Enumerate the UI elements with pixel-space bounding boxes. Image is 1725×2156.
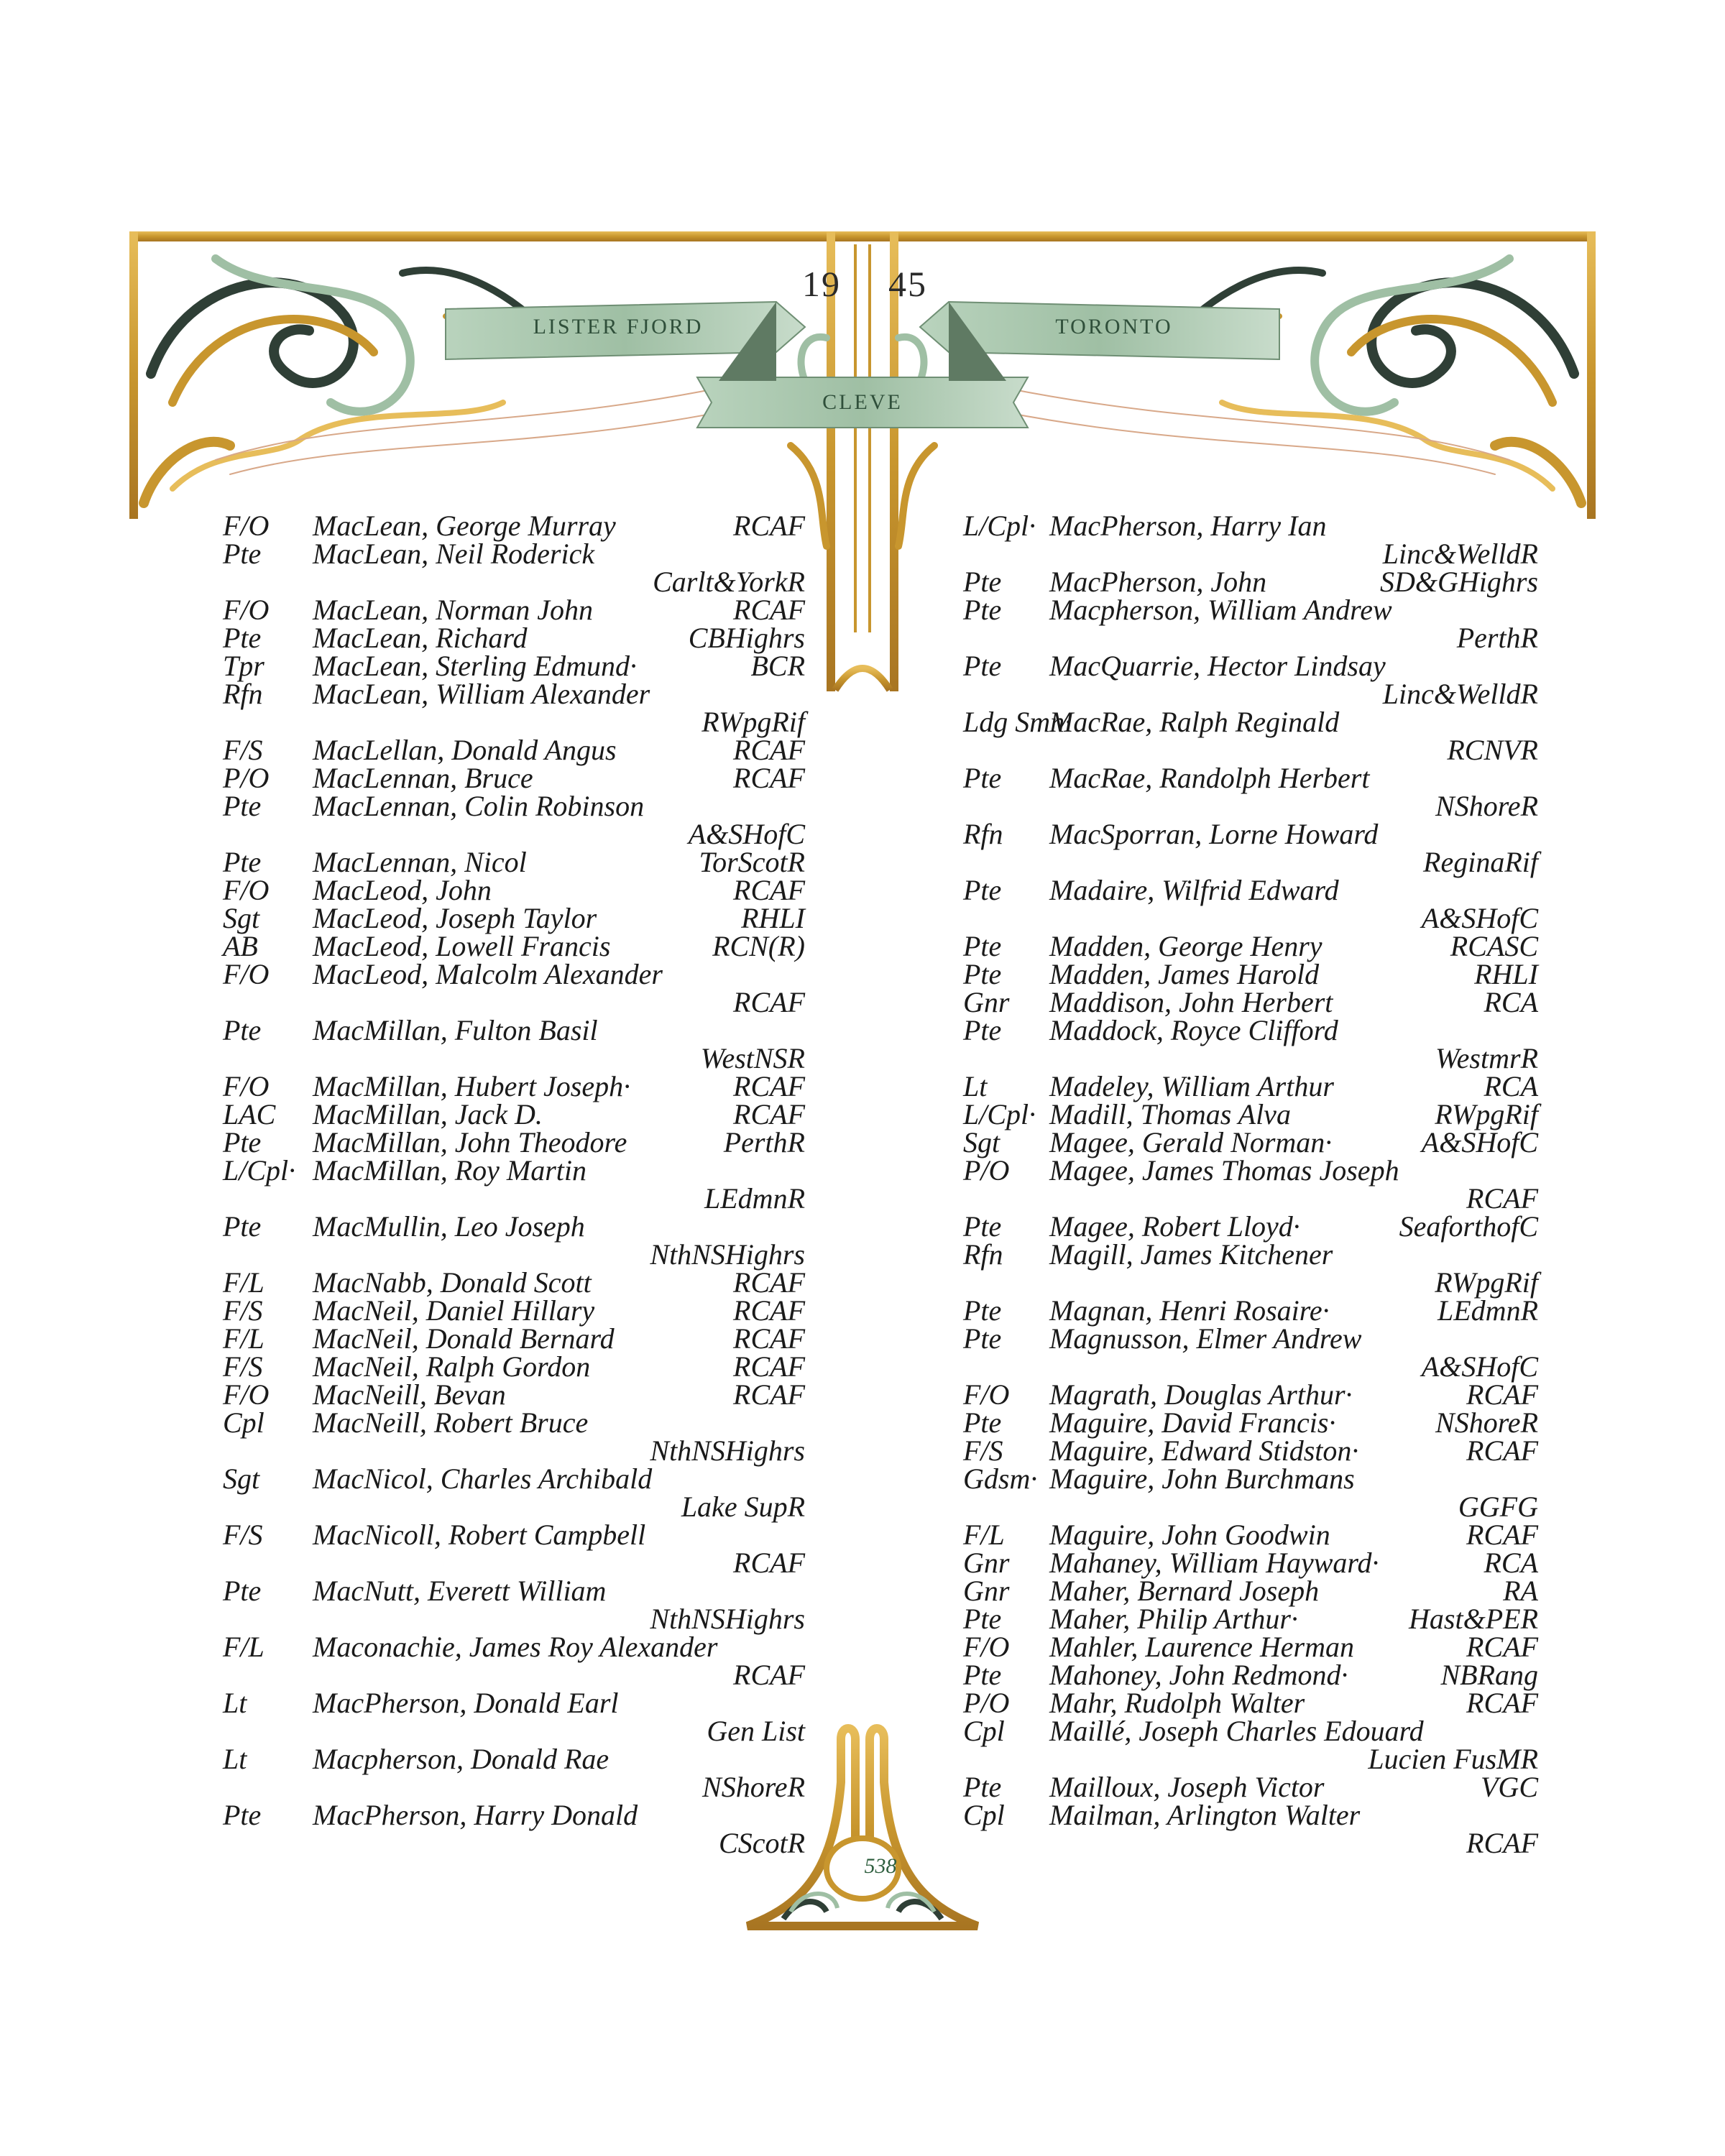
left-scrollwork <box>144 259 733 503</box>
entry-rank: Lt <box>223 1687 247 1719</box>
entry-name: MacLeod, Malcolm Alexander <box>313 958 663 990</box>
entry-rank: Rfn <box>963 818 1003 850</box>
entry-rank: Pte <box>223 1799 262 1831</box>
entry-unit: RCAF <box>733 1098 805 1130</box>
entry-unit: VGC <box>1481 1771 1538 1803</box>
entry-rank: L/Cpl· <box>223 1154 296 1187</box>
entry-rank: F/S <box>223 1294 263 1327</box>
roll-entry <box>223 1296 805 1325</box>
entry-rank: F/S <box>223 1519 263 1551</box>
roll-entry <box>963 1154 1538 1215</box>
entry-name: MacQuarrie, Hector Lindsay <box>1049 650 1386 682</box>
roll-entry <box>223 1322 805 1355</box>
entry-rank: Pte <box>963 1771 1002 1803</box>
entry-rank: F/S <box>963 1434 1003 1467</box>
entry-name: MacNeil, Donald Bernard <box>313 1322 615 1355</box>
entry-rank: Sgt <box>963 1126 1000 1158</box>
entry-rank: Pte <box>963 1210 1002 1243</box>
entry-unit: CBHighrs <box>688 622 805 654</box>
top-border <box>129 231 1596 241</box>
entry-unit: SeaforthofC <box>1399 1210 1538 1243</box>
entry-name: MacLean, Norman John <box>313 594 593 626</box>
roll-entry <box>223 764 805 792</box>
entry-name: MacMillan, Jack D. <box>313 1098 543 1130</box>
roll-entry <box>223 1521 805 1577</box>
entry-unit: RCN(R) <box>712 930 805 962</box>
roll-entry <box>223 1154 805 1215</box>
entry-rank: Cpl <box>963 1715 1005 1747</box>
roll-entry <box>963 1210 1538 1243</box>
entry-rank: Gnr <box>963 1547 1010 1579</box>
entry-rank: Tpr <box>223 650 264 682</box>
year-left: 19 <box>802 264 841 304</box>
entry-rank: F/O <box>963 1631 1010 1663</box>
entry-unit: RCAF <box>733 1547 805 1579</box>
roll-entry <box>963 708 1538 764</box>
entry-name: MacMillan, Fulton Basil <box>313 1014 598 1046</box>
entry-name: MacPherson, Harry Donald <box>313 1799 638 1831</box>
entry-unit: RCAF <box>1466 1519 1538 1551</box>
entry-rank: Pte <box>963 1014 1002 1046</box>
entry-unit: A&SHofC <box>1421 1350 1538 1383</box>
roll-entry <box>223 1745 805 1801</box>
entry-unit: RCAF <box>733 986 805 1018</box>
entry-rank: Rfn <box>963 1238 1003 1271</box>
entry-rank: Pte <box>223 622 262 654</box>
entry-rank: Pte <box>963 1294 1002 1327</box>
entry-name: Mahoney, John Redmond· <box>1049 1659 1348 1691</box>
entry-rank: Pte <box>963 1322 1002 1355</box>
entry-name: MacLennan, Bruce <box>313 762 533 794</box>
entry-rank: F/L <box>963 1519 1005 1551</box>
entry-name: Maguire, Edward Stidston· <box>1049 1434 1359 1467</box>
entry-unit: NShoreR <box>702 1771 805 1803</box>
roll-entry <box>963 1549 1538 1577</box>
entry-unit: RHLI <box>741 902 805 934</box>
entry-name: MacLennan, Nicol <box>313 846 527 878</box>
entry-rank: Pte <box>963 650 1002 682</box>
roll-entry <box>963 596 1538 652</box>
roll-entry <box>963 512 1538 568</box>
entry-unit: RCAF <box>1466 1827 1538 1859</box>
entry-name: Madill, Thomas Alva <box>1049 1098 1291 1130</box>
entry-unit: RWpgRif <box>1435 1266 1538 1299</box>
entry-unit: Hast&PER <box>1409 1603 1538 1635</box>
entry-name: MacNeil, Daniel Hillary <box>313 1294 595 1327</box>
left-border <box>129 231 138 519</box>
entry-rank: Pte <box>963 1659 1002 1691</box>
entry-rank: Pte <box>223 1126 262 1158</box>
roll-entry <box>223 792 805 848</box>
entry-unit: PerthR <box>723 1126 805 1158</box>
entry-unit: A&SHofC <box>1421 1126 1538 1158</box>
entry-rank: F/S <box>223 1350 263 1383</box>
entry-name: MacLean, Sterling Edmund· <box>313 650 638 682</box>
entry-rank: Pte <box>223 1014 262 1046</box>
entry-rank: F/O <box>223 1378 270 1411</box>
entry-name: MacNicoll, Robert Campbell <box>313 1519 646 1551</box>
right-border <box>1587 231 1596 519</box>
roll-entry <box>963 764 1538 820</box>
entry-unit: TorScotR <box>699 846 805 878</box>
entry-rank: F/L <box>223 1631 264 1663</box>
roll-entry <box>963 960 1538 988</box>
entry-name: Madden, James Harold <box>1049 958 1320 990</box>
entry-unit: Carlt&YorkR <box>653 566 805 598</box>
roll-entry <box>223 1577 805 1633</box>
entry-unit: NthNSHighrs <box>650 1434 805 1467</box>
entry-name: MacNeil, Ralph Gordon <box>313 1350 591 1383</box>
entry-rank: F/O <box>223 958 270 990</box>
roll-entry <box>963 568 1538 596</box>
roll-entry <box>963 1661 1538 1689</box>
entry-rank: Gdsm· <box>963 1462 1038 1495</box>
entry-rank: Sgt <box>223 1462 260 1495</box>
entry-name: Mahaney, William Hayward· <box>1049 1547 1379 1579</box>
left-column <box>223 512 805 1857</box>
entry-rank: Pte <box>963 958 1002 990</box>
roll-entry <box>963 1322 1538 1383</box>
entry-unit: Linc&WelldR <box>1382 678 1538 710</box>
entry-rank: Cpl <box>223 1406 264 1439</box>
entry-rank: Sgt <box>223 902 260 934</box>
entry-rank: Pte <box>963 762 1002 794</box>
entry-name: Maguire, John Goodwin <box>1049 1519 1330 1551</box>
entry-name: Magill, James Kitchener <box>1049 1238 1333 1271</box>
roll-entry <box>223 960 805 1016</box>
roll-entry <box>963 1406 1538 1439</box>
entry-unit: RCA <box>1484 1547 1538 1579</box>
entry-rank: P/O <box>963 1687 1010 1719</box>
roll-entry <box>963 1434 1538 1467</box>
entry-unit: LEdmnR <box>704 1182 805 1215</box>
entry-unit: NthNSHighrs <box>650 1603 805 1635</box>
roll-entry <box>223 1266 805 1299</box>
entry-unit: NBRang <box>1440 1659 1538 1691</box>
roll-entry <box>223 1633 805 1689</box>
entry-name: MacPherson, Harry Ian <box>1049 510 1327 542</box>
roll-entry <box>963 1462 1538 1523</box>
entry-rank: F/O <box>223 594 270 626</box>
entry-unit: RWpgRif <box>702 706 805 738</box>
entry-unit: RCAF <box>733 762 805 794</box>
entry-rank: Pte <box>963 930 1002 962</box>
entry-name: Madaire, Wilfrid Edward <box>1049 874 1339 906</box>
entry-unit: RCAF <box>733 1266 805 1299</box>
entry-rank: Gnr <box>963 986 1010 1018</box>
entry-unit: WestNSR <box>700 1042 805 1074</box>
entry-name: Magee, James Thomas Joseph <box>1049 1154 1399 1187</box>
roll-entry <box>223 932 805 960</box>
roll-entry <box>963 820 1538 876</box>
entry-rank: Pte <box>963 1603 1002 1635</box>
entry-unit: RA <box>1503 1575 1538 1607</box>
entry-name: Macpherson, Donald Rae <box>313 1743 610 1775</box>
entry-rank: F/O <box>223 510 270 542</box>
entry-name: MacPherson, John <box>1049 566 1267 598</box>
entry-name: MacLennan, Colin Robinson <box>313 790 645 822</box>
entry-unit: RCA <box>1484 1070 1538 1102</box>
entry-rank: Pte <box>223 1575 262 1607</box>
roll-entry <box>963 932 1538 960</box>
entry-rank: F/O <box>223 1070 270 1102</box>
entry-unit: RCAF <box>1466 1631 1538 1663</box>
entry-unit: A&SHofC <box>1421 902 1538 934</box>
entry-rank: Pte <box>963 566 1002 598</box>
roll-entry <box>963 1773 1538 1801</box>
banner-left-text: LISTER FJORD <box>533 315 704 338</box>
entry-unit: RCASC <box>1450 930 1538 962</box>
roll-entry <box>223 680 805 736</box>
roll-entry <box>223 596 805 624</box>
entry-unit: RCA <box>1484 986 1538 1018</box>
entry-name: Maher, Bernard Joseph <box>1049 1575 1320 1607</box>
roll-entry <box>223 1072 805 1100</box>
entry-name: MacRae, Randolph Herbert <box>1049 762 1370 794</box>
entry-unit: WestmrR <box>1435 1042 1538 1074</box>
entry-rank: Pte <box>223 790 262 822</box>
entry-name: Magee, Robert Lloyd· <box>1049 1210 1300 1243</box>
entry-unit: RCAF <box>733 874 805 906</box>
entry-name: Magnan, Henri Rosaire· <box>1049 1294 1330 1327</box>
entry-name: Magnusson, Elmer Andrew <box>1049 1322 1362 1355</box>
roll-entry <box>223 652 805 680</box>
entry-name: Madden, George Henry <box>1049 930 1322 962</box>
entry-unit: RCNVR <box>1447 734 1538 766</box>
roll-entry <box>963 1521 1538 1549</box>
entry-name: MacNicol, Charles Archibald <box>313 1462 653 1495</box>
roll-entry <box>223 1462 805 1523</box>
entry-unit: RCAF <box>1466 1182 1538 1215</box>
entry-rank: LAC <box>223 1098 276 1130</box>
entry-name: Maconachie, James Roy Alexander <box>313 1631 718 1663</box>
roll-entry <box>223 736 805 764</box>
page-number: 538 <box>864 1854 897 1878</box>
entry-name: MacLean, Richard <box>313 622 528 654</box>
entry-rank: L/Cpl· <box>963 1098 1036 1130</box>
roll-entry <box>963 1717 1538 1773</box>
entry-rank: P/O <box>963 1154 1010 1187</box>
entry-rank: Pte <box>223 1210 262 1243</box>
entry-unit: RCAF <box>733 594 805 626</box>
roll-entry <box>963 988 1538 1016</box>
entry-unit: NthNSHighrs <box>650 1238 805 1271</box>
entry-rank: F/S <box>223 734 263 766</box>
entry-name: MacPherson, Donald Earl <box>313 1687 619 1719</box>
entry-rank: Pte <box>223 538 262 570</box>
entry-name: MacLean, George Murray <box>313 510 616 542</box>
roll-entry <box>963 1238 1538 1299</box>
entry-unit: RCAF <box>733 1659 805 1691</box>
roll-entry <box>963 1605 1538 1633</box>
year-right: 45 <box>888 264 927 304</box>
roll-entry <box>963 1072 1538 1100</box>
roll-entry <box>963 1296 1538 1325</box>
right-scrollwork <box>992 259 1581 503</box>
entry-unit: GGFG <box>1458 1491 1538 1523</box>
roll-entry <box>223 1378 805 1411</box>
roll-entry <box>223 1210 805 1271</box>
roll-entry <box>223 1350 805 1383</box>
roll-entry <box>963 1689 1538 1717</box>
entry-name: MacNeill, Robert Bruce <box>313 1406 589 1439</box>
roll-entry <box>223 876 805 904</box>
roll-entry <box>223 1689 805 1745</box>
entry-name: MacMillan, John Theodore <box>313 1126 627 1158</box>
roll-entry <box>963 1378 1538 1411</box>
entry-unit: RCAF <box>1466 1378 1538 1411</box>
entry-name: MacNutt, Everett William <box>313 1575 607 1607</box>
entry-unit: RCAF <box>733 510 805 542</box>
entry-rank: Cpl <box>963 1799 1005 1831</box>
roll-entry <box>223 1100 805 1128</box>
right-column <box>963 512 1538 1857</box>
entry-unit: Gen List <box>707 1715 805 1747</box>
entry-name: Maguire, David Francis· <box>1049 1406 1336 1439</box>
roll-entry <box>963 876 1538 932</box>
entry-name: Maher, Philip Arthur· <box>1049 1603 1298 1635</box>
entry-unit: ReginaRif <box>1423 846 1538 878</box>
entry-unit: Lucien FusMR <box>1368 1743 1538 1775</box>
entry-unit: RCAF <box>1466 1687 1538 1719</box>
roll-entry <box>223 1128 805 1156</box>
entry-rank: F/L <box>223 1266 264 1299</box>
entry-name: Magee, Gerald Norman· <box>1049 1126 1333 1158</box>
roll-entry <box>963 1100 1538 1128</box>
entry-rank: F/L <box>223 1322 264 1355</box>
entry-name: MacLellan, Donald Angus <box>313 734 617 766</box>
entry-unit: RCAF <box>733 1322 805 1355</box>
entry-rank: AB <box>223 930 258 962</box>
entry-rank: Pte <box>963 1406 1002 1439</box>
entry-rank: Pte <box>963 874 1002 906</box>
entry-unit: RCAF <box>733 734 805 766</box>
entry-name: Maddock, Royce Clifford <box>1049 1014 1338 1046</box>
entry-rank: Pte <box>223 846 262 878</box>
entry-name: MacNeill, Bevan <box>313 1378 506 1411</box>
entry-unit: NShoreR <box>1435 790 1538 822</box>
entry-rank: Pte <box>963 594 1002 626</box>
entry-name: MacMillan, Roy Martin <box>313 1154 587 1187</box>
roll-entry <box>963 1016 1538 1072</box>
entry-unit: LEdmnR <box>1438 1294 1538 1327</box>
entry-name: MacLeod, John <box>313 874 492 906</box>
entry-rank: Gnr <box>963 1575 1010 1607</box>
roll-entry <box>223 904 805 932</box>
roll-entry <box>223 848 805 876</box>
entry-name: Magrath, Douglas Arthur· <box>1049 1378 1353 1411</box>
roll-entry <box>223 540 805 596</box>
entry-name: MacLean, William Alexander <box>313 678 650 710</box>
roll-entry <box>223 1406 805 1467</box>
entry-name: Maillé, Joseph Charles Edouard <box>1049 1715 1424 1747</box>
entry-name: MacMillan, Hubert Joseph· <box>313 1070 631 1102</box>
entry-unit: RHLI <box>1474 958 1538 990</box>
roll-entry <box>963 1633 1538 1661</box>
entry-unit: CScotR <box>719 1827 805 1859</box>
entry-name: MacSporran, Lorne Howard <box>1049 818 1379 850</box>
entry-name: Mailman, Arlington Walter <box>1049 1799 1361 1831</box>
entry-unit: RCAF <box>733 1350 805 1383</box>
entry-name: MacLean, Neil Roderick <box>313 538 595 570</box>
roll-entry <box>963 1128 1538 1156</box>
entry-name: Mahr, Rudolph Walter <box>1049 1687 1305 1719</box>
entry-name: Maguire, John Burchmans <box>1049 1462 1355 1495</box>
entry-unit: RWpgRif <box>1435 1098 1538 1130</box>
entry-rank: Lt <box>223 1743 247 1775</box>
roll-entry <box>223 512 805 540</box>
entry-name: MacLeod, Joseph Taylor <box>313 902 597 934</box>
entry-unit: PerthR <box>1456 622 1538 654</box>
entry-rank: F/O <box>963 1378 1010 1411</box>
entry-unit: Lake SupR <box>681 1491 805 1523</box>
roll-entry <box>963 1801 1538 1857</box>
entry-rank: Lt <box>963 1070 988 1102</box>
roll-entry <box>223 1801 805 1857</box>
entry-name: Mailloux, Joseph Victor <box>1049 1771 1325 1803</box>
entry-unit: BCR <box>750 650 805 682</box>
entry-unit: A&SHofC <box>688 818 805 850</box>
entry-unit: RCAF <box>733 1294 805 1327</box>
banner-center-text: CLEVE <box>822 390 903 414</box>
entry-rank: P/O <box>223 762 270 794</box>
entry-unit: RCAF <box>733 1070 805 1102</box>
entry-name: Mahler, Laurence Herman <box>1049 1631 1355 1663</box>
roll-entry <box>223 624 805 652</box>
roll-entry <box>963 652 1538 708</box>
entry-name: MacMullin, Leo Joseph <box>313 1210 585 1243</box>
entry-unit: RCAF <box>733 1378 805 1411</box>
entry-unit: Linc&WelldR <box>1382 538 1538 570</box>
roll-entry <box>963 1577 1538 1605</box>
entry-rank: L/Cpl· <box>963 510 1036 542</box>
entry-unit: SD&GHighrs <box>1379 566 1538 598</box>
entry-rank: F/O <box>223 874 270 906</box>
entry-name: MacNabb, Donald Scott <box>313 1266 592 1299</box>
entry-name: Macpherson, William Andrew <box>1049 594 1392 626</box>
entry-unit: RCAF <box>1466 1434 1538 1467</box>
banner-right-text: TORONTO <box>1055 315 1173 338</box>
entry-unit: NShoreR <box>1435 1406 1538 1439</box>
entry-name: Madeley, William Arthur <box>1049 1070 1334 1102</box>
entry-rank: Ldg Smn· <box>963 706 1072 738</box>
entry-name: Maddison, John Herbert <box>1049 986 1333 1018</box>
entry-name: MacLeod, Lowell Francis <box>313 930 611 962</box>
entry-name: MacRae, Ralph Reginald <box>1049 706 1340 738</box>
roll-entry <box>223 1016 805 1072</box>
entry-rank: Rfn <box>223 678 263 710</box>
